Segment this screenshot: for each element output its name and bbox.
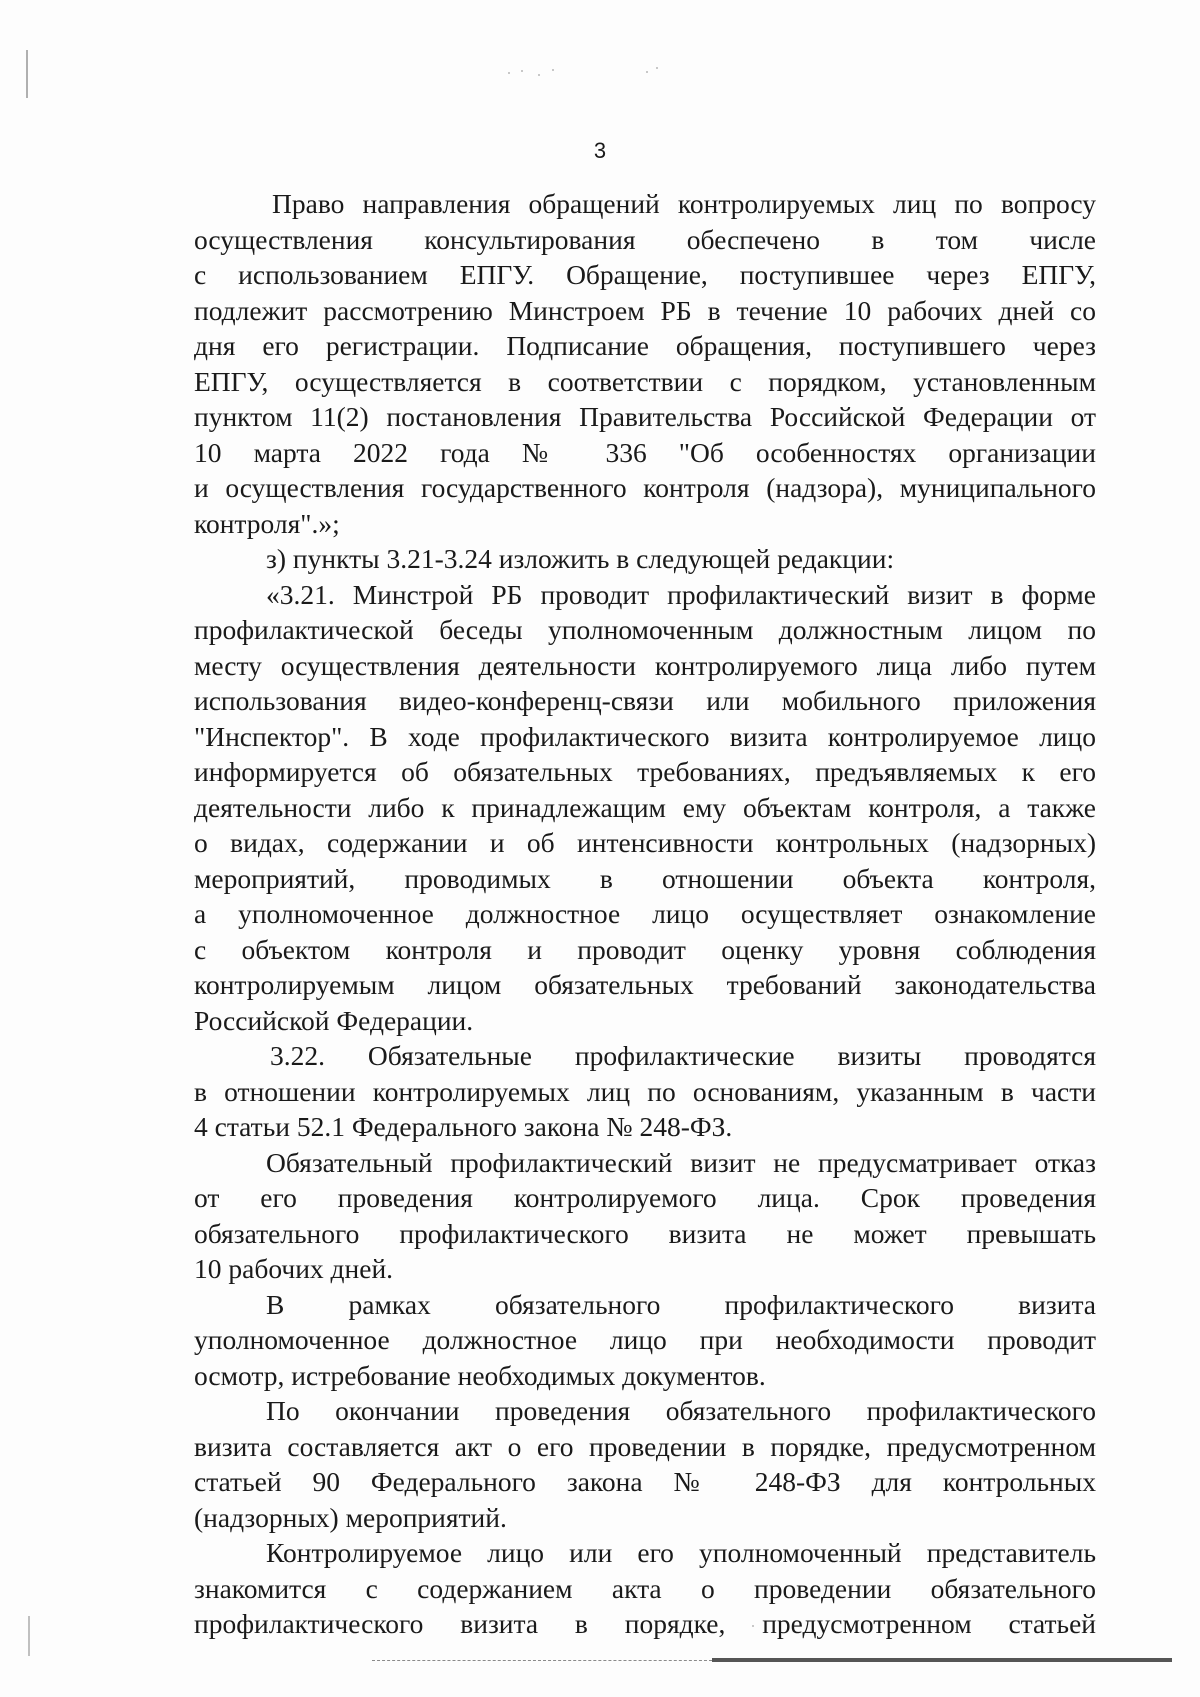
- text-line: Контролируемое лицо или его уполномоченный представитель: [266, 1537, 1096, 1568]
- scan-dust: [508, 72, 510, 74]
- scan-edge-mark-bottom: [28, 1616, 30, 1656]
- text-line: в отношении контролируемых лиц по основаниям, указанным в части: [194, 1075, 1096, 1107]
- scan-dust: [656, 67, 658, 69]
- text-line: 10 марта 2022 года № 336 "Об особенностях организации: [194, 436, 1096, 468]
- page-number: 3: [593, 138, 607, 163]
- text-line: пунктом 11(2) постановления Правительства Российской Федерации от: [194, 401, 1096, 432]
- text-line: профилактической беседы уполномоченным должностным лицом по: [194, 614, 1096, 645]
- text-line: (надзорных) мероприятий.: [194, 1501, 507, 1533]
- text-line: обязательного профилактического визита не может превышать: [194, 1217, 1096, 1249]
- text-line: «3.21. Минстрой РБ проводит профилактический визит в форме: [266, 578, 1096, 610]
- text-line: контроля".»;: [194, 507, 340, 539]
- text-line: осмотр, истребование необходимых документов.: [194, 1359, 766, 1391]
- text-line: а уполномоченное должностное лицо осуществляет ознакомление: [194, 898, 1096, 929]
- scan-dust: [646, 71, 648, 73]
- scan-dust: [521, 70, 523, 72]
- text-line: 3.22. Обязательные профилактические визиты проводятся: [270, 1040, 1096, 1071]
- text-line: уполномоченное должностное лицо при необходимости проводит: [194, 1324, 1096, 1355]
- text-line: По окончании проведения обязательного профилактического: [266, 1395, 1096, 1426]
- text-line: 10 рабочих дней.: [194, 1253, 394, 1284]
- text-line: визита составляется акт о его проведении в порядке, предусмотренном: [194, 1430, 1096, 1462]
- text-line: от его проведения контролируемого лица. Срок проведения: [194, 1182, 1096, 1213]
- text-line: деятельности либо к принадлежащим ему объектам контроля, а также: [194, 791, 1096, 823]
- text-line: з) пункты 3.21-3.24 изложить в следующей редакции:: [266, 543, 895, 574]
- scan-dust: [552, 69, 554, 71]
- text-line: и осуществления государственного контроля (надзора), муниципального: [194, 472, 1096, 503]
- text-line: осуществления консультирования обеспечено в том числе: [194, 223, 1096, 255]
- text-line: мероприятий, проводимых в отношении объекта контроля,: [194, 862, 1096, 894]
- scan-edge-mark-top: [26, 50, 28, 98]
- text-line: с объектом контроля и проводит оценку уровня соблюдения: [194, 933, 1096, 965]
- text-line: 4 статьи 52.1 Федерального закона № 248-ФЗ.: [194, 1111, 733, 1142]
- document-body: [194, 186, 1096, 1642]
- text-line: контролируемым лицом обязательных требований законодательства: [194, 969, 1096, 1000]
- text-line: Российской Федерации.: [194, 1004, 474, 1036]
- text-line: статьей 90 Федерального закона № 248-ФЗ для контрольных: [194, 1466, 1096, 1497]
- text-line: с использованием ЕПГУ. Обращение, поступившее через ЕПГУ,: [194, 259, 1096, 290]
- text-line: о видах, содержании и об интенсивности контрольных (надзорных): [194, 827, 1096, 858]
- text-line: Обязательный профилактический визит не предусматривает отказ: [266, 1146, 1096, 1178]
- text-line: месту осуществления деятельности контролируемого лица либо путем: [194, 649, 1096, 681]
- text-line: информируется об обязательных требованиях, предъявляемых к его: [194, 756, 1096, 787]
- text-line: подлежит рассмотрению Минстроем РБ в течение 10 рабочих дней со: [194, 294, 1096, 326]
- text-line: "Инспектор". В ходе профилактического визита контролируемое лицо: [194, 720, 1096, 752]
- text-line: дня его регистрации. Подписание обращения, поступившего через: [194, 330, 1096, 361]
- text-line: использования видео-конференц-связи или мобильного приложения: [194, 685, 1096, 716]
- scan-dust: [538, 74, 540, 76]
- text-line: Право направления обращений контролируемых лиц по вопросу: [272, 188, 1096, 219]
- text-line: ЕПГУ, осуществляется в соответствии с порядком, установленным: [194, 365, 1096, 397]
- scan-bottom-dashed-line: [372, 1660, 712, 1661]
- scan-bottom-bar: [712, 1658, 1172, 1662]
- text-line: знакомится с содержанием акта о проведении обязательного: [194, 1572, 1096, 1604]
- text-line: В рамках обязательного профилактического визита: [266, 1288, 1096, 1320]
- text-line: профилактического визита в порядке, предусмотренном статьей: [194, 1608, 1096, 1639]
